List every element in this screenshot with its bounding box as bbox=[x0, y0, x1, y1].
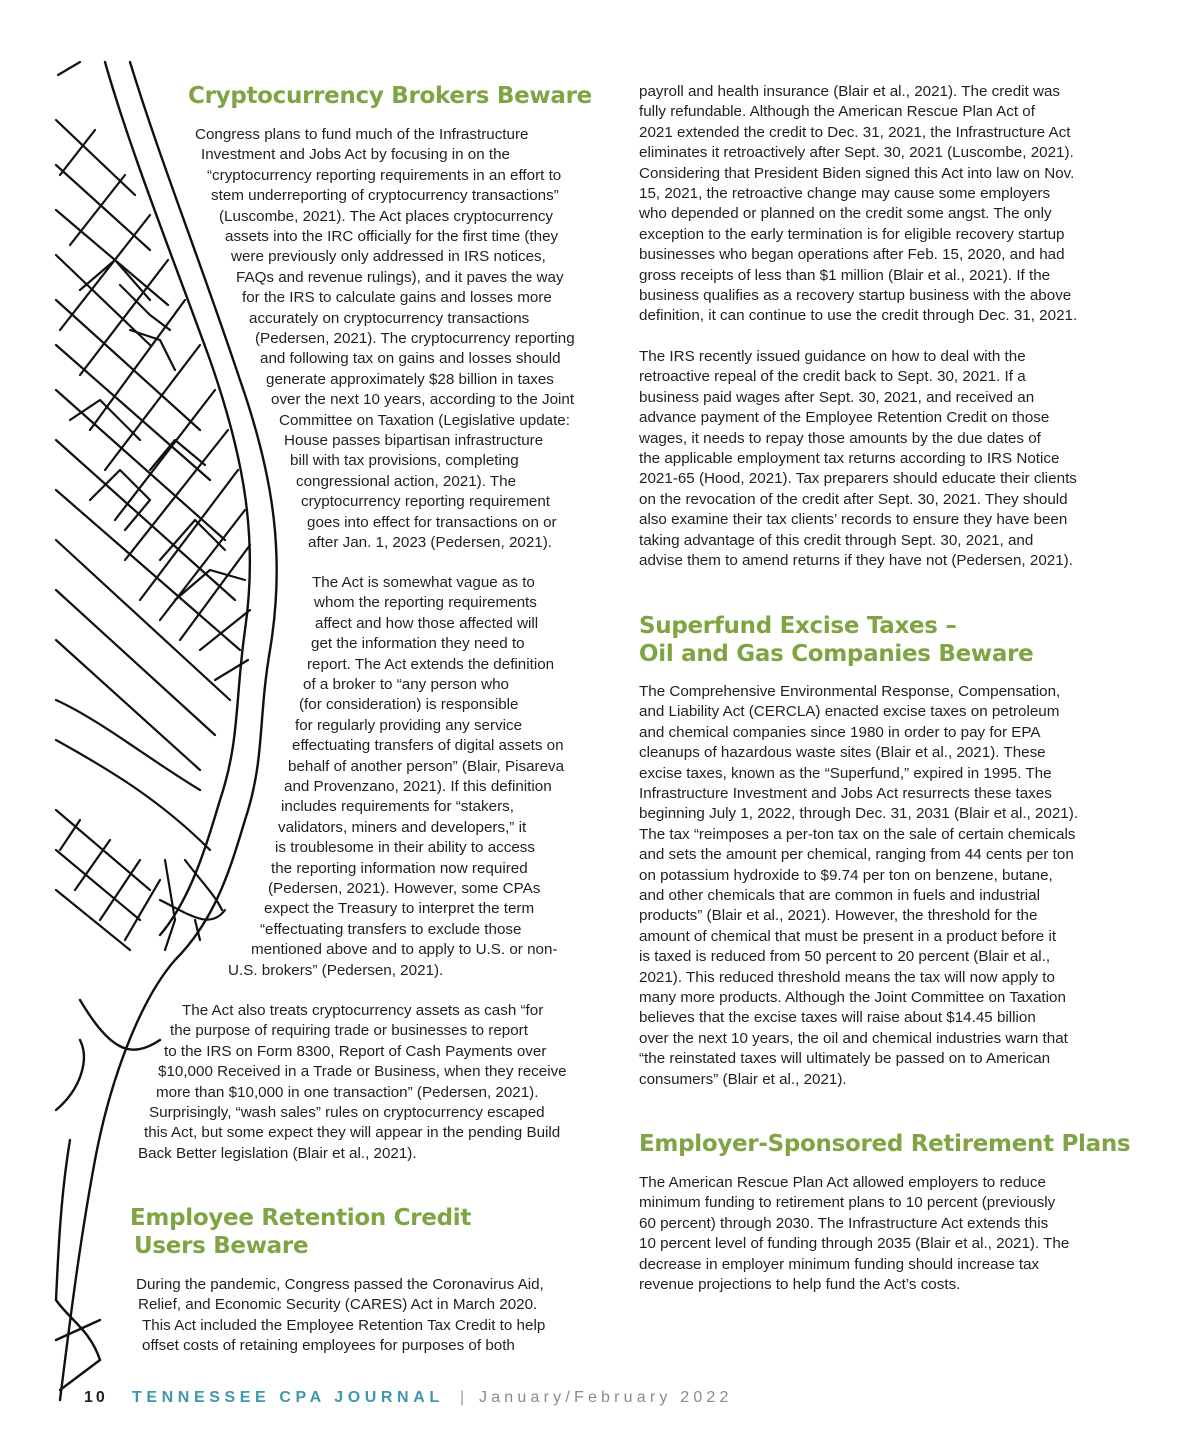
paragraph-line: and Liability Act (CERCLA) enacted excise taxes on petroleum bbox=[639, 703, 1060, 721]
paragraph-line: and sets the amount per chemical, ranging from 44 cents per ton bbox=[639, 846, 1074, 864]
footer-separator: | bbox=[460, 1389, 465, 1406]
paragraph-line: payroll and health insurance (Blair et al., 2021). The credit was bbox=[639, 83, 1060, 100]
paragraph-line: wages, it needs to repay those amounts by the due dates of bbox=[639, 429, 1041, 447]
page-number: 10 bbox=[84, 1389, 108, 1406]
paragraph-line: on the revocation of the credit after Sept. 30, 2021. They should bbox=[639, 490, 1068, 508]
paragraph-line: and following tax on gains and losses should bbox=[260, 350, 561, 368]
paragraph-line: and Provenzano, 2021). If this definition bbox=[284, 778, 552, 795]
section-heading: Oil and Gas Companies Beware bbox=[639, 641, 1034, 667]
paragraph-line: 60 percent) through 2030. The Infrastructure Act extends this bbox=[639, 1214, 1049, 1232]
paragraph-line: and other chemicals that are common in fuels and industrial bbox=[639, 887, 1040, 904]
paragraph-line: advise them to amend returns if they have not (Pedersen, 2021). bbox=[639, 552, 1073, 569]
paragraph-line: This Act included the Employee Retention Tax Credit to help bbox=[142, 1316, 546, 1334]
issue-date: January/February 2022 bbox=[479, 1389, 733, 1406]
paragraph-line: $10,000 Received in a Trade or Business, when they receive bbox=[158, 1063, 567, 1081]
paragraph-line: many more products. Although the Joint Committee on Taxation bbox=[639, 989, 1066, 1006]
paragraph-line: exception to the early termination is for eligible recovery startup bbox=[639, 225, 1065, 243]
paragraph-line: advance payment of the Employee Retention Credit on those bbox=[639, 409, 1050, 427]
paragraph-line: behalf of another person” (Blair, Pisareva bbox=[288, 757, 565, 775]
paragraph-line: is troublesome in their ability to access bbox=[275, 839, 535, 857]
paragraph-line: Considering that President Biden signed this Act into law on Nov. bbox=[639, 164, 1075, 182]
paragraph-line: 15, 2021, the retroactive change may cause some employers bbox=[639, 185, 1051, 202]
paragraph-line: cryptocurrency reporting requirement bbox=[301, 493, 551, 511]
paragraph-line: cleanups of hazardous waste sites (Blair et al., 2021). These bbox=[639, 744, 1046, 762]
paragraph-line: assets into the IRC officially for the first time (they bbox=[225, 228, 559, 245]
paragraph-line: “cryptocurrency reporting requirements in an effort to bbox=[207, 166, 562, 184]
paragraph-line: amount of chemical that must be present in a product before it bbox=[639, 927, 1057, 945]
paragraph-line: excise taxes, known as the “Superfund,” expired in 1995. The bbox=[639, 764, 1052, 782]
paragraph-line: (Luscombe, 2021). The Act places cryptocurrency bbox=[219, 207, 554, 225]
paragraph-line: The American Rescue Plan Act allowed employers to reduce bbox=[639, 1174, 1046, 1191]
paragraph-line: includes requirements for “stakers, bbox=[281, 798, 514, 816]
paragraph-line: over the next 10 years, according to the Joint bbox=[271, 391, 575, 409]
paragraph-line: expect the Treasury to interpret the term bbox=[264, 900, 535, 918]
paragraph-line: gross receipts of less than $1 million (Blair et al., 2021). If the bbox=[639, 266, 1051, 284]
paragraph-line: the applicable employment tax returns according to IRS Notice bbox=[639, 450, 1060, 467]
paragraph-line: the purpose of requiring trade or businesses to report bbox=[170, 1022, 528, 1040]
paragraph-line: business paid wages after Sept. 30, 2021, and received an bbox=[639, 388, 1035, 406]
paragraph-line: for the IRS to calculate gains and losses more bbox=[242, 289, 552, 307]
paragraph-line: The tax “reimposes a per-ton tax on the sale of certain chemicals bbox=[639, 825, 1076, 843]
paragraph-line: get the information they need to bbox=[311, 635, 525, 653]
paragraph-line: affect and how those affected will bbox=[315, 614, 539, 632]
section-heading: Cryptocurrency Brokers Beware bbox=[188, 83, 592, 109]
journal-name: TENNESSEE CPA JOURNAL bbox=[132, 1389, 444, 1406]
paragraph-line: mentioned above and to apply to U.S. or non- bbox=[251, 941, 558, 959]
paragraph-line: to the IRS on Form 8300, Report of Cash Payments over bbox=[164, 1042, 547, 1060]
paragraph-line: whom the reporting requirements bbox=[314, 594, 537, 612]
paragraph-line: generate approximately $28 billion in taxes bbox=[266, 370, 554, 388]
paragraph-line: report. The Act extends the definition bbox=[307, 655, 555, 673]
paragraph-line: (for consideration) is responsible bbox=[299, 696, 519, 714]
paragraph-line: fully refundable. Although the American Rescue Plan Act of bbox=[639, 103, 1035, 121]
paragraph-line: believes that the excise taxes will raise about $14.45 billion bbox=[639, 1009, 1036, 1027]
paragraph-line: congressional action, 2021). The bbox=[296, 472, 517, 490]
paragraph-line: decrease in employer minimum funding should increase tax bbox=[639, 1255, 1040, 1273]
paragraph-line: the reporting information now required bbox=[271, 859, 528, 877]
paragraph-line: Relief, and Economic Security (CARES) Act in March 2020. bbox=[138, 1296, 538, 1314]
paragraph-line: bill with tax provisions, completing bbox=[290, 452, 519, 470]
paragraph-line: 2021 extended the credit to Dec. 31, 2021, the Infrastructure Act bbox=[639, 123, 1071, 141]
paragraph-line: Congress plans to fund much of the Infrastructure bbox=[195, 126, 529, 143]
section-heading: Superfund Excise Taxes – bbox=[639, 613, 957, 639]
paragraph-line: business qualifies as a recovery startup business with the above bbox=[639, 287, 1072, 304]
paragraph-line: taking advantage of this credit through Sept. 30, 2021, and bbox=[639, 531, 1034, 549]
paragraph-line: 2021-65 (Hood, 2021). Tax preparers should educate their clients bbox=[639, 470, 1077, 488]
paragraph-line: on potassium hydroxide to $9.74 per ton on benzene, butane, bbox=[639, 866, 1053, 884]
paragraph-line: The IRS recently issued guidance on how to deal with the bbox=[639, 348, 1026, 365]
paragraph-line: definition, it can continue to use the credit through Dec. 31, 2021. bbox=[639, 307, 1078, 325]
paragraph-line: Investment and Jobs Act by focusing in on the bbox=[201, 146, 510, 164]
paragraph-line: Back Better legislation (Blair et al., 2021). bbox=[138, 1144, 417, 1162]
paragraph-line: were previously only addressed in IRS notices, bbox=[231, 248, 546, 266]
paragraph-line: of a broker to “any person who bbox=[303, 676, 509, 693]
paragraph-line: and chemical companies since 1980 in order to pay for EPA bbox=[639, 723, 1041, 741]
paragraph-line: offset costs of retaining employees for purposes of both bbox=[142, 1337, 515, 1355]
paragraph-line: minimum funding to retirement plans to 10 percent (previously bbox=[639, 1194, 1056, 1212]
paragraph-line: accurately on cryptocurrency transactions bbox=[249, 309, 530, 327]
paragraph-line: goes into effect for transactions on or bbox=[307, 513, 557, 531]
paragraph-line: FAQs and revenue rulings), and it paves the way bbox=[236, 268, 564, 286]
paragraph-line: stem underreporting of cryptocurrency transactions” bbox=[211, 187, 559, 205]
paragraph-line: Committee on Taxation (Legislative update: bbox=[279, 411, 570, 429]
paragraph-line: Surprisingly, “wash sales” rules on cryptocurrency escaped bbox=[149, 1104, 545, 1121]
paragraph-line: who depended or planned on the credit some angst. The only bbox=[639, 205, 1052, 223]
paragraph-line: over the next 10 years, the oil and chemical industries warn that bbox=[639, 1029, 1068, 1047]
paragraph-line: “the reinstated taxes will ultimately be passed on to American bbox=[639, 1050, 1051, 1068]
paragraph-line: “effectuating transfers to exclude those bbox=[260, 920, 522, 938]
paragraph-line: The Act also treats cryptocurrency assets as cash “for bbox=[182, 1002, 544, 1019]
paragraph-line: is taxed is reduced from 50 percent to 20 percent (Blair et al., bbox=[639, 948, 1051, 966]
paragraph-line: Infrastructure Investment and Jobs Act resurrects these taxes bbox=[639, 785, 1052, 802]
paragraph-line: retroactive repeal of the credit back to Sept. 30, 2021. If a bbox=[639, 368, 1026, 386]
section-heading: Employee Retention Credit bbox=[130, 1205, 472, 1231]
paragraph-line: The Act is somewhat vague as to bbox=[312, 574, 535, 591]
paragraph-line: effectuating transfers of digital assets on bbox=[292, 737, 564, 755]
section-heading: Users Beware bbox=[134, 1233, 309, 1259]
paragraph-line: more than $10,000 in one transaction” (Pedersen, 2021). bbox=[156, 1083, 539, 1101]
paragraph-line: this Act, but some expect they will appear in the pending Build bbox=[144, 1124, 561, 1142]
paragraph-line: 10 percent level of funding through 2035 (Blair et al., 2021). The bbox=[639, 1235, 1070, 1253]
paragraph-line: eliminates it retroactively after Sept. 30, 2021 (Luscombe, 2021). bbox=[639, 144, 1074, 162]
paragraph-line: (Pedersen, 2021). The cryptocurrency reporting bbox=[255, 330, 575, 347]
paragraph-line: (Pedersen, 2021). However, some CPAs bbox=[268, 880, 541, 897]
paragraph-line: 2021). This reduced threshold means the tax will now apply to bbox=[639, 968, 1055, 986]
paragraph-line: consumers” (Blair et al., 2021). bbox=[639, 1070, 847, 1088]
paragraph-line: House passes bipartisan infrastructure bbox=[284, 432, 544, 449]
paragraph-line: U.S. brokers” (Pedersen, 2021). bbox=[228, 961, 444, 979]
paragraph-line: products” (Blair et al., 2021). However, the threshold for the bbox=[639, 907, 1038, 925]
paragraph-line: beginning July 1, 2022, through Dec. 31, 2031 (Blair et al., 2021). bbox=[639, 805, 1079, 823]
paragraph-line: revenue projections to help fund the Act’s costs. bbox=[639, 1276, 961, 1293]
section-heading: Employer-Sponsored Retirement Plans bbox=[639, 1131, 1131, 1157]
paragraph-line: also examine their tax clients’ records to ensure they have been bbox=[639, 511, 1068, 529]
paragraph-line: for regularly providing any service bbox=[295, 716, 523, 734]
paragraph-line: after Jan. 1, 2023 (Pedersen, 2021). bbox=[308, 534, 553, 551]
paragraph-line: validators, miners and developers,” it bbox=[278, 818, 527, 836]
paragraph-line: During the pandemic, Congress passed the Coronavirus Aid, bbox=[136, 1276, 544, 1293]
paragraph-line: businesses who began operations after Feb. 15, 2020, and had bbox=[639, 246, 1065, 264]
paragraph-line: The Comprehensive Environmental Response, Compensation, bbox=[639, 683, 1061, 700]
